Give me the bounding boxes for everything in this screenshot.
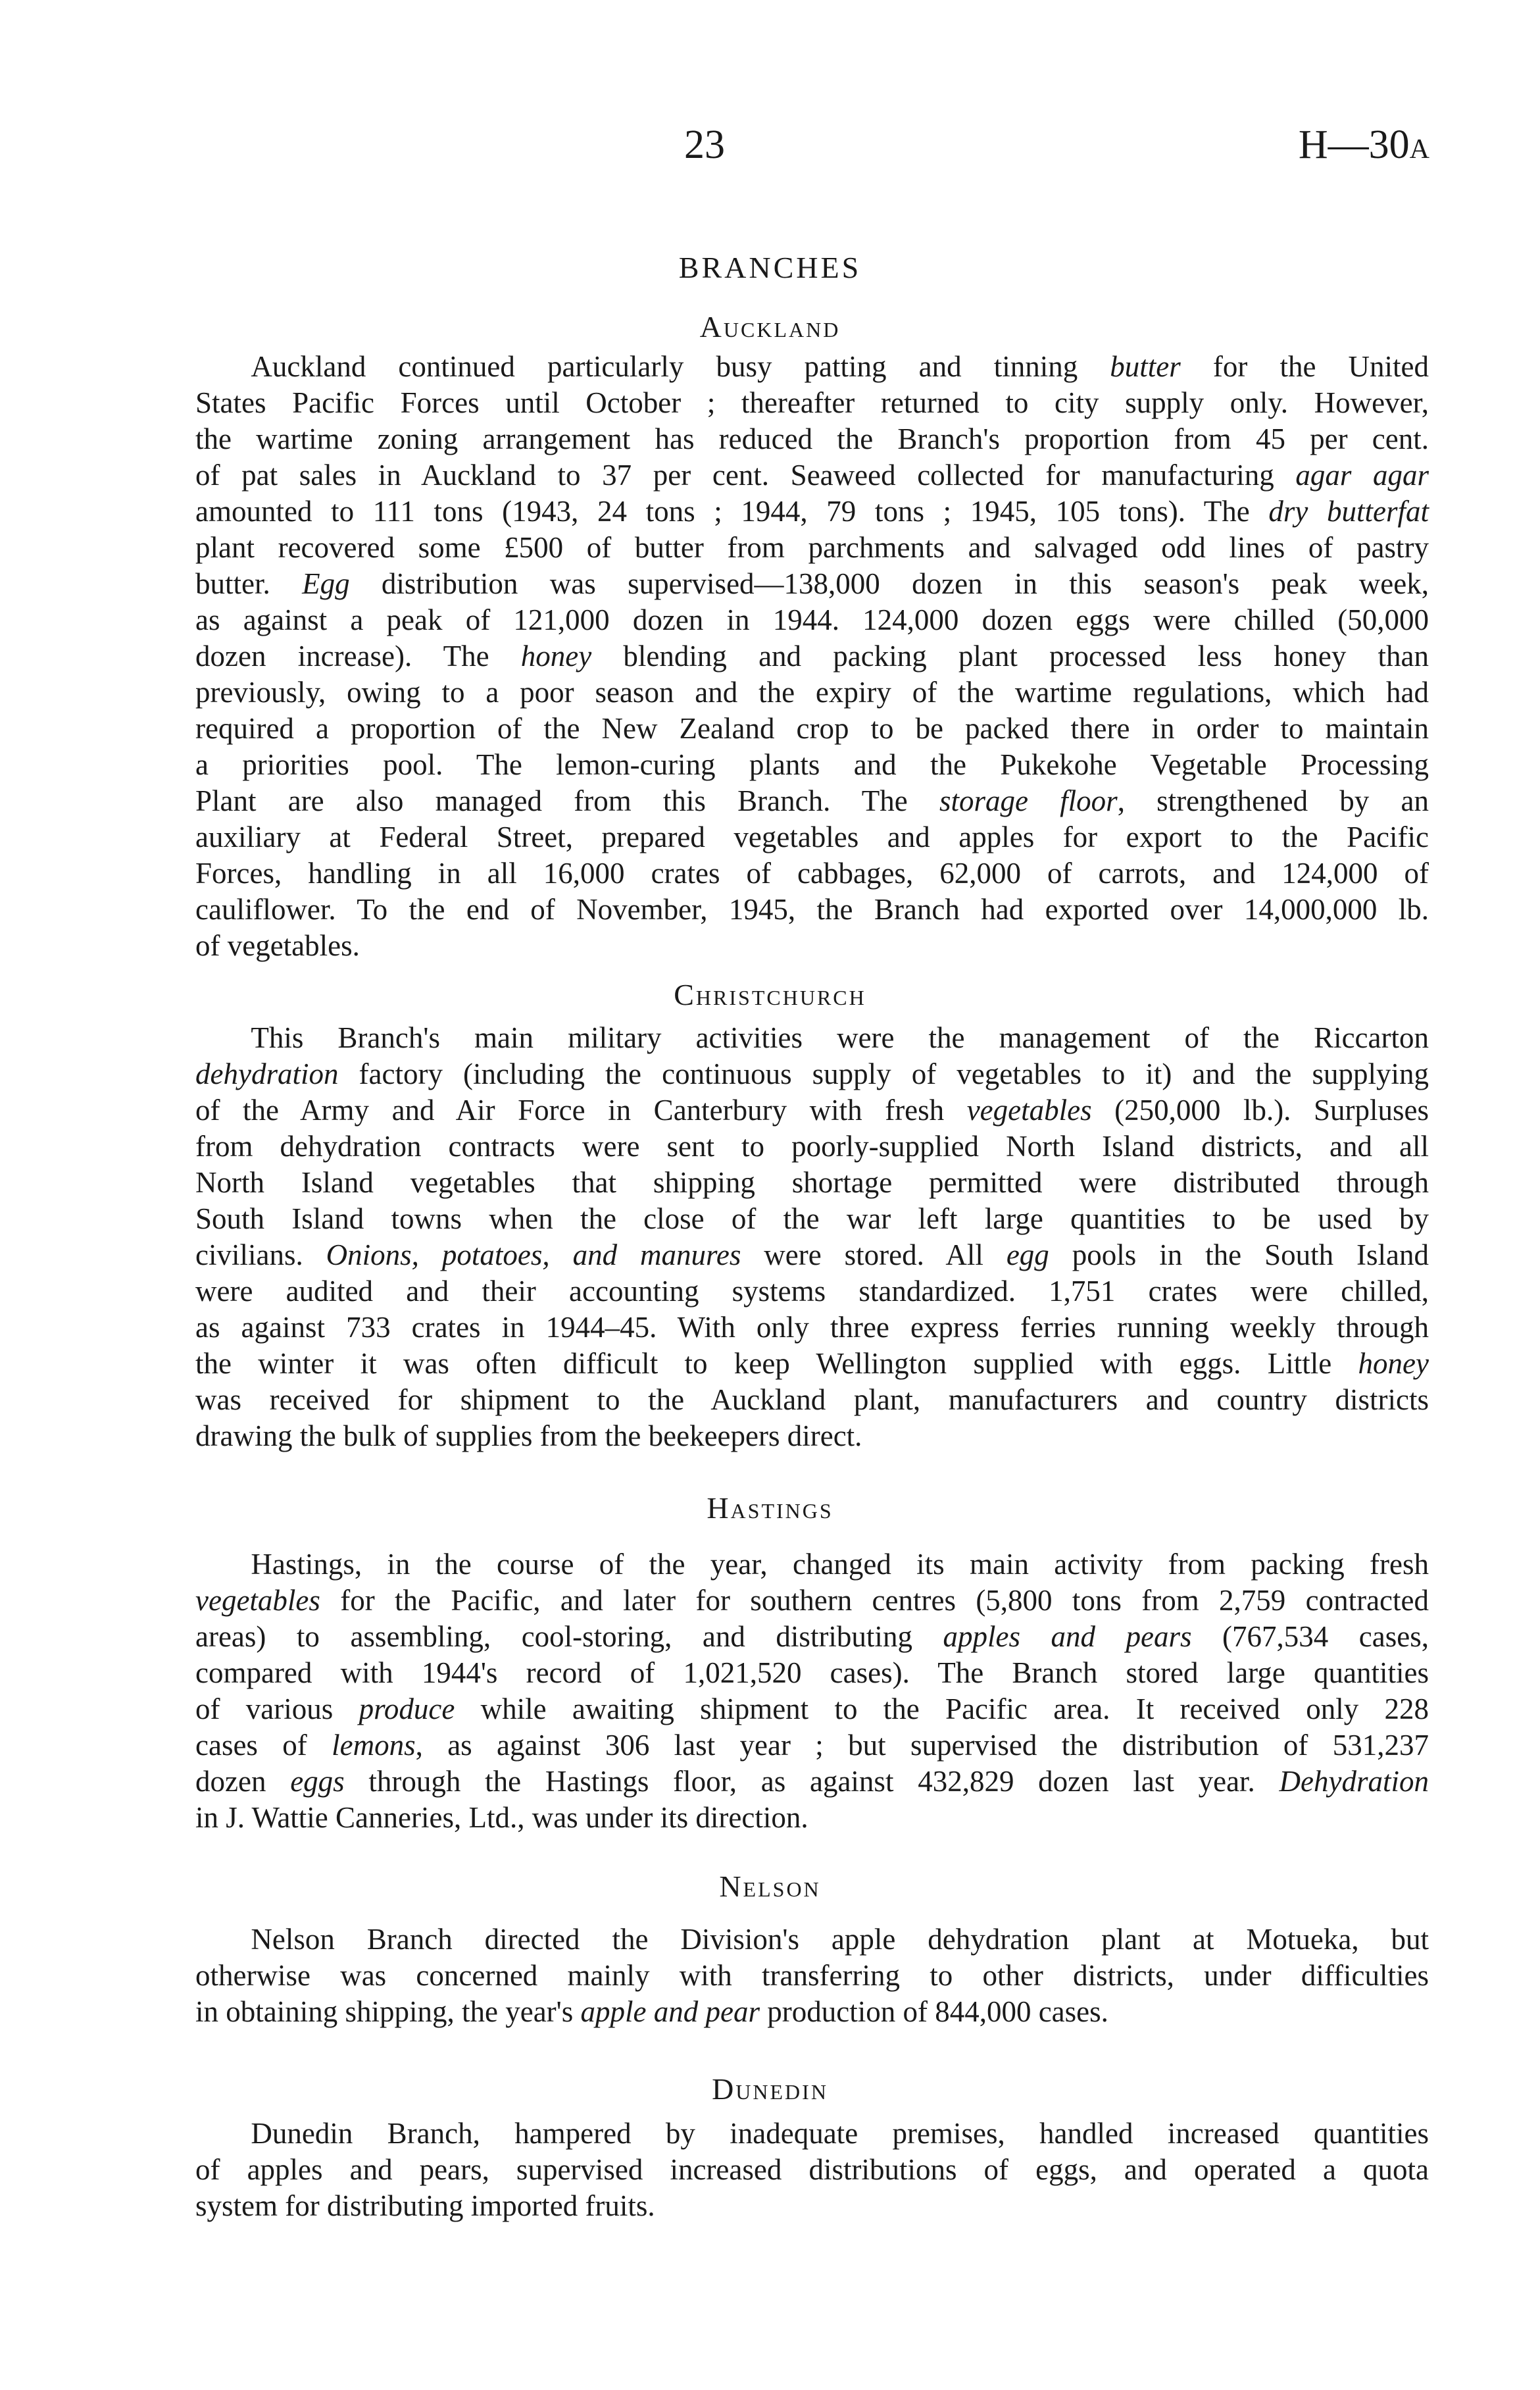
italic-term: eggs: [290, 1765, 345, 1798]
text-line: [195, 1583, 1429, 1619]
text-segment: dozen increase). The: [195, 640, 521, 673]
text-line: [195, 819, 1429, 855]
text-line: [195, 1418, 1429, 1454]
section-heading-auckland: Auckland: [699, 310, 841, 343]
text-line: [195, 1546, 1429, 1583]
text-segment: in J. Wattie Canneries, Ltd., was under its direction.: [195, 1801, 808, 1834]
text-segment: production of 844,000 cases.: [760, 1995, 1108, 2028]
italic-term: produce: [359, 1692, 455, 1725]
text-segment: (767,534 cases,: [1191, 1620, 1429, 1653]
text-segment: civilians.: [195, 1238, 326, 1271]
section-heading-christchurch: Christchurch: [674, 978, 866, 1011]
italic-term: agar agar: [1295, 459, 1429, 492]
text-segment: drawing the bulk of supplies from the beekeepers direct.: [195, 1419, 862, 1452]
text-segment: of various: [195, 1692, 359, 1725]
text-line: [195, 855, 1429, 892]
text-segment: through the Hastings floor, as against 432,829 dozen last year.: [344, 1765, 1279, 1798]
text-segment: in obtaining shipping, the year's: [195, 1995, 581, 2028]
text-segment: as against 733 crates in 1944–45. With only three express ferries running weekly through: [195, 1311, 1429, 1344]
italic-term: vegetables: [195, 1584, 320, 1617]
text-segment: auxiliary at Federal Street, prepared vegetables and apples for export to the Pacific: [195, 821, 1429, 853]
text-segment: a priorities pool. The lemon-curing plants and the Pukekohe Vegetable Processing: [195, 748, 1429, 781]
section-paragraph-dunedin: [195, 2116, 1429, 2224]
text-segment: as against a peak of 121,000 dozen in 1944. 124,000 dozen eggs were chilled (50,000: [195, 603, 1429, 636]
text-segment: distribution was supervised—138,000 dozen in this season's peak week,: [349, 567, 1429, 600]
text-segment: States Pacific Forces until October ; thereafter returned to city supply only. However,: [195, 386, 1429, 419]
text-line: [195, 421, 1429, 457]
text-line: [195, 2116, 1429, 2152]
text-line: [195, 1092, 1429, 1129]
text-segment: for the Pacific, and later for southern centres (5,800 tons from 2,759 contracted: [320, 1584, 1429, 1617]
text-line: [195, 1655, 1429, 1691]
text-line: [195, 1691, 1429, 1727]
text-segment: areas) to assembling, cool-storing, and distributing: [195, 1620, 943, 1653]
text-segment: factory (including the continuous supply of vegetables to it) and the supplying: [338, 1057, 1429, 1090]
text-line: [195, 1727, 1429, 1764]
text-segment: Nelson Branch directed the Division's apple dehydration plant at Motueka, but: [251, 1923, 1429, 1956]
text-line: [195, 457, 1429, 494]
text-line: [195, 1129, 1429, 1165]
text-segment: for the United: [1180, 350, 1429, 383]
text-segment: Plant are also managed from this Branch. The: [195, 784, 939, 817]
text-line: [195, 1309, 1429, 1346]
italic-term: egg: [1006, 1238, 1049, 1271]
text-segment: system for distributing imported fruits.: [195, 2189, 655, 2222]
text-line: [195, 1800, 1429, 1836]
text-segment: plant recovered some £500 of butter from parchments and salvaged odd lines of pastry: [195, 531, 1429, 564]
section-heading-hastings: Hastings: [707, 1491, 833, 1525]
text-segment: from dehydration contracts were sent to poorly-supplied North Island districts, and all: [195, 1130, 1429, 1163]
italic-term: apple and pear: [580, 1995, 760, 2028]
text-segment: while awaiting shipment to the Pacific area. It received only 228: [455, 1692, 1429, 1725]
text-segment: previously, owing to a poor season and the expiry of the wartime regulations, which had: [195, 676, 1429, 709]
text-segment: Auckland continued particularly busy patting and tinning: [251, 350, 1110, 383]
document-reference-code: H—30: [1298, 122, 1410, 167]
section-paragraph-auckland: [195, 349, 1429, 964]
text-line: [195, 1958, 1429, 1994]
text-line: [195, 1764, 1429, 1800]
text-line: [195, 1346, 1429, 1382]
italic-term: dry butterfat: [1268, 495, 1429, 528]
text-segment: was received for shipment to the Auckland plant, manufacturers and country districts: [195, 1383, 1429, 1416]
text-segment: of apples and pears, supervised increased distributions of eggs, and operated a quota: [195, 2153, 1429, 2186]
text-line: [195, 1619, 1429, 1655]
document-reference: [1299, 122, 1429, 168]
text-segment: cases of: [195, 1729, 332, 1762]
text-segment: required a proportion of the New Zealand crop to be packed there in order to maintain: [195, 712, 1429, 745]
text-line: [195, 1994, 1429, 2030]
text-line: [195, 747, 1429, 783]
text-line: [195, 1382, 1429, 1418]
section-paragraph-hastings: [195, 1546, 1429, 1836]
text-segment: , as against 306 last year ; but supervised the distribution of 531,237: [415, 1729, 1429, 1762]
italic-term: honey: [1358, 1347, 1429, 1380]
text-line: [195, 638, 1429, 674]
text-segment: (250,000 lb.). Surpluses: [1091, 1094, 1429, 1127]
text-line: [195, 1273, 1429, 1309]
text-line: [195, 494, 1429, 530]
text-segment: the winter it was often difficult to keep Wellington supplied with eggs. Little: [195, 1347, 1358, 1380]
text-line: [195, 711, 1429, 747]
text-segment: This Branch's main military activities were the management of the Riccarton: [251, 1021, 1429, 1054]
text-line: [195, 892, 1429, 928]
text-segment: cauliflower. To the end of November, 1945, the Branch had exported over 14,000,000 lb.: [195, 893, 1429, 926]
section-paragraph-nelson: [195, 1921, 1429, 2030]
text-segment: the wartime zoning arrangement has reduced the Branch's proportion from 45 per cent.: [195, 422, 1429, 455]
text-line: [195, 1201, 1429, 1237]
text-line: [195, 1020, 1429, 1056]
text-segment: compared with 1944's record of 1,021,520 cases). The Branch stored large quantities: [195, 1656, 1429, 1689]
text-segment: were stored. All: [741, 1238, 1006, 1271]
italic-term: honey: [520, 640, 592, 673]
text-line: [195, 674, 1429, 711]
italic-term: Egg: [302, 567, 350, 600]
italic-term: vegetables: [966, 1094, 1092, 1127]
text-segment: dozen: [195, 1765, 291, 1798]
section-paragraph-christchurch: [195, 1020, 1429, 1454]
text-segment: amounted to 111 tons (1943, 24 tons ; 1944, 79 tons ; 1945, 105 tons). The: [195, 495, 1269, 528]
page-number: 23: [684, 122, 725, 167]
document-reference-suffix: A: [1409, 134, 1429, 165]
text-segment: South Island towns when the close of the war left large quantities to be used by: [195, 1202, 1429, 1235]
italic-term: apples and pears: [943, 1620, 1192, 1653]
text-segment: butter.: [195, 567, 303, 600]
text-segment: Hastings, in the course of the year, changed its main activity from packing fresh: [251, 1548, 1429, 1581]
italic-term: dehydration: [195, 1057, 339, 1090]
text-segment: North Island vegetables that shipping shortage permitted were distributed through: [195, 1166, 1429, 1199]
page-title: BRANCHES: [678, 251, 862, 284]
italic-term: Dehydration: [1279, 1765, 1429, 1798]
text-segment: were audited and their accounting systems standardized. 1,751 crates were chilled,: [195, 1275, 1429, 1308]
text-line: [195, 2152, 1429, 2188]
text-line: [195, 566, 1429, 602]
text-segment: Forces, handling in all 16,000 crates of cabbages, 62,000 of carrots, and 124,000 of: [195, 857, 1429, 890]
section-heading-nelson: Nelson: [719, 1869, 821, 1903]
text-line: [195, 783, 1429, 819]
italic-term: Onions, potatoes, and manures: [326, 1238, 741, 1271]
text-line: [195, 1237, 1429, 1273]
text-segment: , strengthened by an: [1117, 784, 1429, 817]
text-segment: pools in the South Island: [1049, 1238, 1429, 1271]
italic-term: storage floor: [939, 784, 1118, 817]
text-line: [195, 602, 1429, 638]
text-line: [195, 1165, 1429, 1201]
italic-term: butter: [1110, 350, 1181, 383]
text-line: [195, 928, 1429, 964]
section-heading-dunedin: Dunedin: [712, 2072, 828, 2106]
text-line: [195, 530, 1429, 566]
text-segment: blending and packing plant processed less honey than: [591, 640, 1429, 673]
text-segment: otherwise was concerned mainly with transferring to other districts, under difficulties: [195, 1959, 1429, 1992]
text-segment: of the Army and Air Force in Canterbury with fresh: [195, 1094, 967, 1127]
italic-term: lemons: [332, 1729, 416, 1762]
text-line: [195, 385, 1429, 421]
text-segment: of vegetables.: [195, 929, 360, 962]
text-line: [195, 1921, 1429, 1958]
text-segment: of pat sales in Auckland to 37 per cent. Seaweed collected for manufacturing: [195, 459, 1296, 492]
text-line: [195, 2188, 1429, 2224]
text-line: [195, 349, 1429, 385]
text-segment: Dunedin Branch, hampered by inadequate premises, handled increased quantities: [251, 2117, 1429, 2150]
text-line: [195, 1056, 1429, 1092]
